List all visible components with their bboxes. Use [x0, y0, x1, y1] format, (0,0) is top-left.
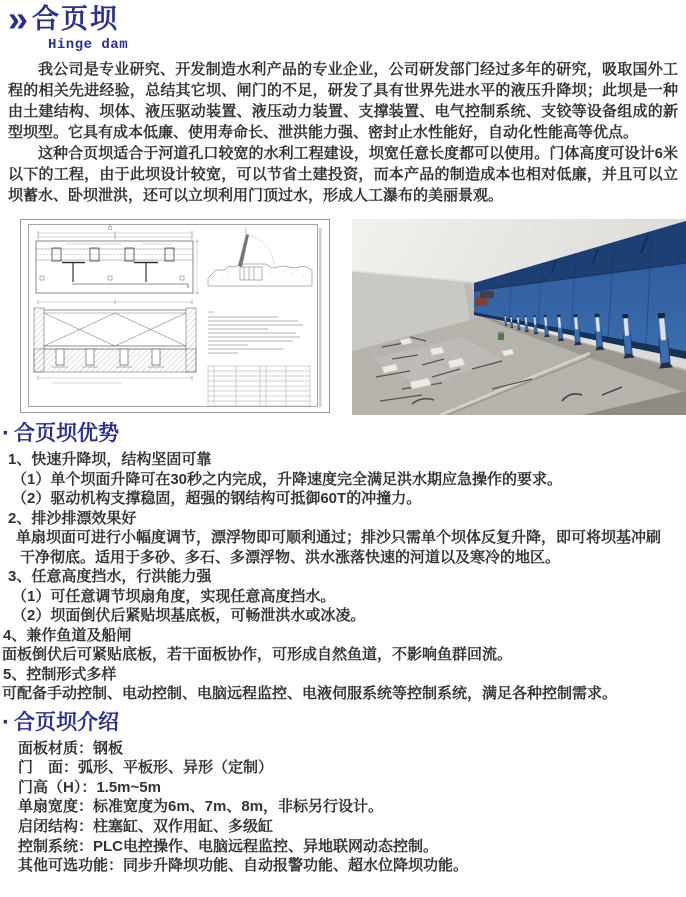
spec-line-optional: 其他可选功能：同步升降坝功能、自动报警功能、超水位降坝功能。 [18, 857, 469, 875]
drawing-notes [208, 312, 303, 353]
bullet-dot: · [2, 708, 10, 736]
introduction-list [0, 739, 686, 876]
spec-line-panel-width: 单扇宽度：标准宽度为6m、7m、8m，非标另行设计。 [18, 798, 384, 816]
spec-line-actuator: 启闭结构：柱塞缸、双作用缸、多级缸 [18, 817, 274, 835]
technical-drawing-image [20, 219, 330, 413]
advantage-line: 3、任意高度挡水，行洪能力强 [8, 568, 212, 586]
intro-paragraph-1: 我公司是专业研究、开发制造水利产品的专业企业，公司研发部门经过多年的研究，吸取国外工程的相关先进经验，总结其它坝、闸门的不足，研发了具有世界先进水平的液压升降坝；此坝是一种由土建结构、坝体、液压驱动装置、液压动力装置、支撑装置、电气控制系统、支铰等设备组成的新型坝型。它具有成本低廉、使用寿命长、泄洪能力强、密封止水性能好，自动化性能高等优点。 [8, 61, 678, 142]
spec-line-control-system: 控制系统：PLC电控操作、电脑远程监控、异地联网动态控制。 [18, 837, 439, 855]
intro-section [8, 59, 678, 206]
bullet-dot: · [2, 420, 10, 448]
advantage-line: 4、兼作鱼道及船闸 [3, 626, 132, 644]
advantages-list [0, 450, 686, 704]
elevation-view [34, 300, 196, 383]
advantages-heading-text: 合页坝优势 [14, 422, 119, 446]
images-row [0, 219, 686, 415]
advantage-line: （1）单个坝面升降可在30秒之内完成，升降速度完全满足洪水期应急操作的要求。 [12, 470, 563, 488]
dam-photo-svg [352, 219, 686, 415]
advantages-heading [2, 421, 686, 447]
advantage-line: 干净彻底。适用于多砂、多石、多漂浮物、洪水涨落快速的河道以及寒冷的地区。 [20, 548, 561, 566]
technical-drawing-svg [21, 220, 329, 412]
advantage-line: （2）驱动机构支撑稳固，超强的钢结构可抵御60T的冲撞力。 [12, 490, 422, 508]
advantage-line: 2、排沙排漂效果好 [8, 509, 137, 527]
sheet-shadow [319, 228, 322, 407]
spec-line-panel-material: 面板材质：钢板 [18, 739, 124, 757]
advantage-line: 5、控制形式多样 [3, 665, 117, 683]
parts-table [208, 366, 310, 406]
dam-photo-image [352, 219, 686, 415]
introduction-heading-text: 合页坝介绍 [14, 710, 119, 734]
title-row [8, 0, 686, 39]
double-chevron-icon: » [8, 0, 27, 39]
introduction-heading [2, 710, 686, 736]
advantage-line: 1、快速升降坝，结构坚固可靠 [8, 451, 212, 469]
intro-paragraph-2: 这种合页坝适合于河道孔口较宽的水利工程建设，坝宽任意长度都可以使用。门体高度可设计6米以下的工程，由于此坝设计较宽，可以节省土建投资，而本产品的制造成本也相对低廉，并且可以立坝蓄水、卧坝泄洪，还可以立坝利用门顶过水，形成人工瀑布的美丽景观。 [8, 145, 678, 205]
spec-line-gate-face: 门 面：弧形、平板形、异形（定制） [18, 759, 274, 777]
advantage-line: 可配备手动控制、电动控制、电脑远程监控、电液伺服系统等控制系统，满足各种控制需求。 [2, 685, 618, 703]
page-header [0, 0, 686, 53]
advantage-line: 单扇坝面可进行小幅度调节，漂浮物即可顺利通过；排沙只需单个坝体反复升降，即可将坝基冲刷 [16, 529, 662, 547]
drawing-sheet-frame [29, 225, 318, 407]
side-section-view [208, 228, 312, 286]
plan-view [36, 224, 199, 293]
advantage-line: （2）坝面倒伏后紧贴坝基底板，可畅泄洪水或冰凌。 [12, 607, 366, 625]
advantage-line: 面板倒伏后可紧贴底板，若干面板协作，可形成自然鱼道，不影响鱼群回流。 [2, 646, 513, 664]
spec-line-gate-height: 门高（H）：1.5m~5m [18, 778, 161, 796]
page-title: 合页坝 [32, 4, 120, 35]
page-subtitle: Hinge dam [48, 37, 129, 54]
advantage-line: （1）可任意调节坝扇角度，实现任意高度挡水。 [12, 587, 336, 605]
